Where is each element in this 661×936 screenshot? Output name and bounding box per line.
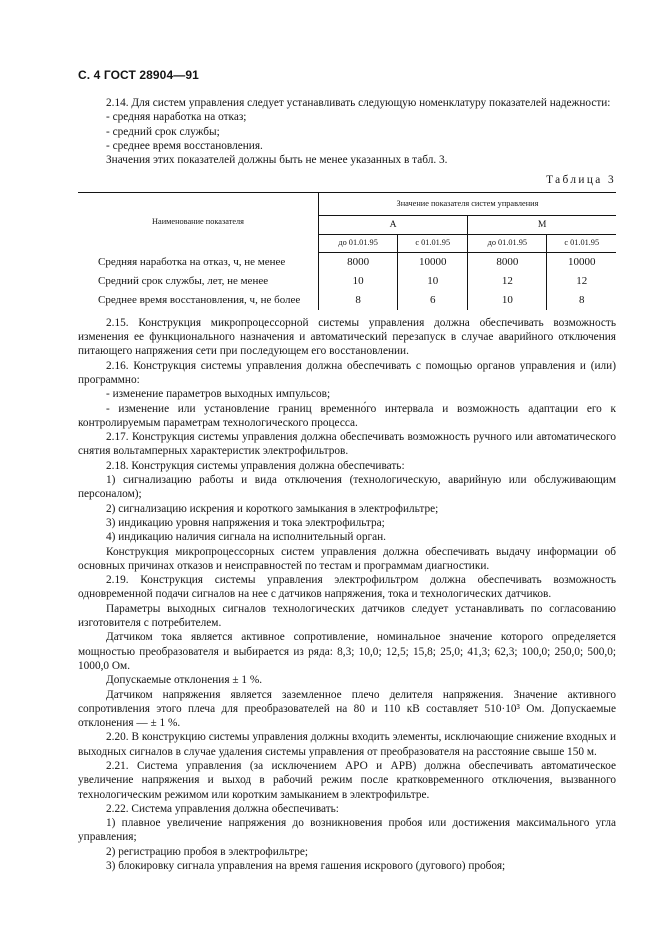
table-cell: 12 — [468, 272, 547, 291]
table-cell: 8000 — [319, 252, 398, 272]
table-cell: 6 — [398, 291, 468, 310]
list-item: 3) блокировку сигнала управления на время гашения искрового (дугового) пробоя; — [106, 860, 506, 873]
document-body — [78, 316, 616, 874]
table-cell-name: Среднее время восстановления, ч, не более — [98, 294, 301, 307]
list-item: 4) индикацию наличия сигнала на исполнительный орган. — [106, 531, 387, 544]
table-row — [78, 272, 616, 291]
paragraph-2-15: 2.15. Конструкция микропроцессорной системы управления должна обеспечивать возможность изменения ее функционального назначения и автоматический перезапуск в случае аварийного отключения питающего напряжения сети при последующем его восстановлении. — [78, 316, 616, 358]
table-cell: 10000 — [547, 252, 616, 272]
page-header: С. 4 ГОСТ 28904—91 — [78, 68, 199, 82]
list-item: - среднее время восстановления. — [106, 139, 263, 152]
paragraph-2-16: 2.16. Конструкция системы управления должна обеспечивать с помощью органов управления и (или) программно: — [78, 359, 616, 386]
list-item: - средний срок службы; — [106, 125, 220, 138]
paragraph: Параметры выходных сигналов технологических датчиков следует устанавливать по согласованию изготовителя с потребителем. — [78, 602, 616, 630]
paragraph-2-17: 2.17. Конструкция системы управления должна обеспечивать возможность ручного или автоматического снятия вольтамперных характеристик электрофильтров. — [78, 431, 616, 458]
table-caption: Таблица 3 — [546, 174, 616, 187]
paragraph-2-14: 2.14. Для систем управления следует устанавливать следующую номенклатуру показателей надежности: — [106, 97, 611, 109]
paragraph: Конструкция микропроцессорных систем управления должна обеспечивать выдачу информации об основных причинах отказов и неисправностей по тестам и программам диагностики. — [78, 545, 616, 572]
table-cell: 10 — [319, 272, 398, 291]
table-header-date: с 01.01.95 — [547, 234, 616, 252]
list-item: 1) плавное увеличение напряжения до возникновения пробоя или достижения максимального угла управления; — [78, 817, 616, 844]
list-item: - средняя наработка на отказ; — [106, 111, 247, 124]
table-row — [78, 252, 616, 272]
table-header-date: до 01.01.95 — [319, 234, 398, 252]
table-cell-name: Средний срок службы, лет, не менее — [98, 275, 269, 288]
table-cell: 8 — [547, 291, 616, 310]
table-cell: 10 — [468, 291, 547, 310]
reliability-table — [78, 192, 616, 310]
list-item: 1) сигнализацию работы и вида отключения (технологическую, аварийную или обслуживающим персоналом); — [78, 474, 616, 501]
table-cell: 10 — [398, 272, 468, 291]
list-item: - изменение или установление границ временно́го интервала и возможность адаптации его к контролируемым параметрам технологического процесса. — [78, 402, 616, 429]
table-row — [78, 291, 616, 310]
table-header-value: Значение показателя систем управления — [319, 192, 617, 215]
paragraph-2-18: 2.18. Конструкция системы управления должна обеспечивать: — [106, 459, 405, 472]
table-header-system-m: М — [468, 215, 616, 234]
paragraph: Датчиком тока является активное сопротивление, номинальное значение которого определяется мощностью преобразователя и выбирается из ряда: 8,3; 10,0; 12,5; 15,8; 25,0; 41,3; 62,3; 100,0; 250,0; 500,0; 1000,0 Ом. — [78, 631, 616, 672]
paragraph-table-ref: Значения этих показателей должны быть не менее указанных в табл. 3. — [106, 154, 448, 167]
document-content — [78, 96, 616, 873]
table-cell: 8 — [319, 291, 398, 310]
table-header-name: Наименование показателя — [78, 192, 319, 252]
list-item: 2) сигнализацию искрения и короткого замыкания в электрофильтре; — [106, 502, 439, 515]
paragraph-2-21: 2.21. Система управления (за исключением АРО и АРВ) должна обеспечивать автоматическое увеличение напряжения и выход в рабочий режим после кратковременного отключения, вызванного технологическим режимом или коротким замыканием в электрофильтре. — [78, 759, 616, 801]
table-header-system-a: А — [319, 215, 468, 234]
table-cell: 8000 — [468, 252, 547, 272]
table-cell-name: Средняя наработка на отказ, ч, не менее — [98, 255, 286, 268]
table-cell: 10000 — [398, 252, 468, 272]
paragraph-2-20: 2.20. В конструкцию системы управления должны входить элементы, исключающие снижение входных и выходных сигналов в случае удаления системы управления от преобразователя на расстояние свыше 150 м. — [78, 731, 616, 758]
table-header-date: с 01.01.95 — [398, 234, 468, 252]
table-header-date: до 01.01.95 — [468, 234, 547, 252]
list-item: 3) индикацию уровня напряжения и тока электрофильтра; — [106, 516, 385, 529]
paragraph: Допускаемые отклонения ± 1 %. — [106, 674, 263, 687]
table-cell: 12 — [547, 272, 616, 291]
list-item: 2) регистрацию пробоя в электрофильтре; — [106, 845, 308, 858]
paragraph: Датчиком напряжения является заземленное плечо делителя напряжения. Значение активного сопротивления этого плеча для преобразователей на 80 и 110 кВ составляет 510·10³ Ом. Допускаемые отклонения — ± 1 %. — [78, 688, 616, 730]
paragraph-2-19: 2.19. Конструкция системы управления электрофильтром должна обеспечивать возможность одновременной подачи сигналов на нее с датчиков напряжения, тока и технологических датчиков. — [78, 574, 616, 601]
list-item: - изменение параметров выходных импульсов; — [106, 388, 331, 401]
paragraph-2-22: 2.22. Система управления должна обеспечивать: — [106, 802, 339, 815]
